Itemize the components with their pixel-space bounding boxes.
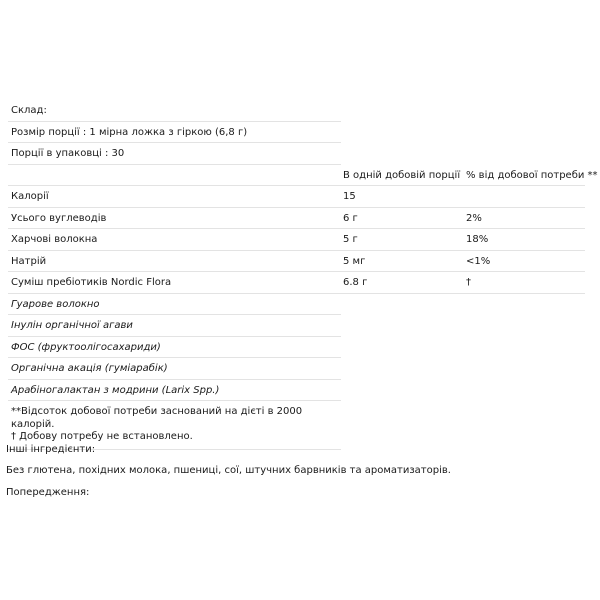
nutrient-amount: 6 г [343, 212, 358, 224]
blend-component: ФОС (фруктоолігосахариди) [11, 341, 161, 353]
nutrient-name: Калорії [11, 191, 49, 202]
blend-component: Інулін органічної агави [11, 320, 133, 331]
nutrient-amount: 15 [343, 191, 356, 202]
footnote-dagger: † Добову потребу не встановлено. [11, 431, 193, 442]
supplement-facts-table [8, 100, 598, 450]
nutrient-dv: 2% [466, 212, 482, 224]
servings-per-container: Порції в упаковці : 30 [11, 148, 125, 159]
blend-component-row [8, 294, 341, 316]
warnings-label: Попередження: [6, 487, 90, 498]
table-row [8, 229, 585, 251]
daily-value-column-header: % від добової потреби ** [466, 169, 598, 181]
nutrient-name: Суміш пребіотиків Nordic Flora [11, 277, 172, 288]
blend-component: Гуарове волокно [11, 298, 100, 310]
table-row [8, 272, 585, 294]
nutrient-name: Харчові волокна [11, 234, 98, 245]
table-row [8, 208, 585, 230]
nutrient-dv: <1% [466, 255, 491, 267]
nutrient-dv: † [466, 277, 471, 288]
table-row [8, 186, 585, 208]
table-header-row [8, 165, 598, 187]
nutrient-amount: 5 г [343, 234, 358, 245]
blend-component-row [8, 380, 341, 402]
blend-component: Арабіногалактан з модрини (Larix Spp.) [11, 384, 220, 396]
serving-size-row [8, 122, 341, 144]
amount-column-header: В одній добовій порції [343, 169, 461, 181]
composition-row [8, 100, 341, 122]
table-row [8, 251, 585, 273]
other-ingredients-text: Без глютена, похідних молока, пшениці, сої, штучних барвників та ароматизаторів. [6, 465, 451, 476]
footnotes [8, 401, 341, 450]
blend-component-row [8, 315, 341, 337]
nutrient-name: Усього вуглеводів [11, 212, 107, 224]
composition-label: Склад: [11, 105, 47, 116]
serving-size: Розмір порції : 1 мірна ложка з гіркою (6,8 г) [11, 126, 248, 138]
nutrient-amount: 6.8 г [343, 277, 368, 288]
blend-component-row [8, 358, 341, 380]
blend-component: Органічна акація (гуміарабік) [11, 363, 168, 374]
other-ingredients-label: Інші інгредієнти: [6, 444, 96, 455]
nutrient-dv: 18% [466, 234, 489, 245]
servings-per-container-row [8, 143, 341, 165]
nutrient-name: Натрій [11, 255, 47, 267]
footnote-daily-value: **Відсоток добової потреби заснований на дієті в 2000 калорій. [11, 406, 303, 430]
nutrient-amount: 5 мг [343, 255, 366, 267]
blend-component-row [8, 337, 341, 359]
